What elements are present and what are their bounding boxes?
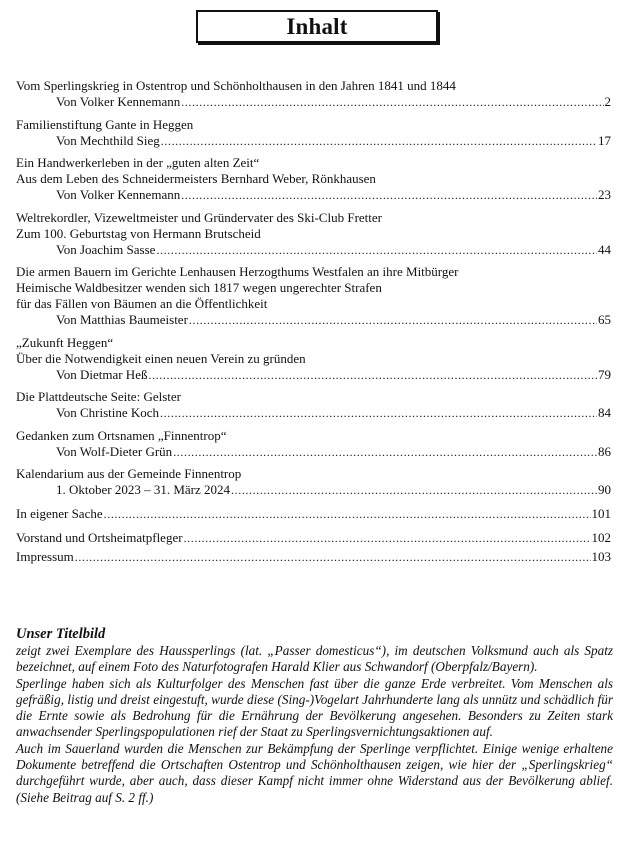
toc-entry-leader <box>16 242 611 258</box>
toc-entry-page: 102 <box>591 530 611 545</box>
toc-entry-leader <box>16 444 611 460</box>
toc-entry[interactable] <box>16 264 611 328</box>
toc-entry-page: 101 <box>591 506 611 521</box>
dot-leader <box>181 187 597 203</box>
cover-caption <box>16 626 613 806</box>
dot-leader <box>173 444 597 460</box>
toc-entry-date-range: 1. Oktober 2023 – 31. März 2024 <box>56 482 231 497</box>
toc-entry[interactable] <box>16 530 611 546</box>
toc-entry-title: Kalendarium aus der Gemeinde Finnentrop <box>16 466 242 481</box>
toc-entry-leader <box>16 187 611 203</box>
toc-entry-subtitle: Heimische Waldbesitzer wenden sich 1817 wegen ungerechter Strafen <box>16 280 382 295</box>
dot-leader <box>148 367 597 383</box>
toc-entry-title: Vorstand und Ortsheimatpfleger <box>16 530 183 545</box>
toc-entry-page: 90 <box>598 482 611 497</box>
toc-entry-title: Die Plattdeutsche Seite: Gelster <box>16 389 181 404</box>
toc-entry-leader <box>16 312 611 328</box>
toc-entry[interactable] <box>16 335 611 383</box>
table-of-contents <box>16 78 611 572</box>
toc-entry-author: Von Matthias Baumeister <box>56 312 188 327</box>
toc-entry-title: Ein Handwerkerleben in der „guten alten Zeit“ <box>16 155 260 170</box>
toc-entry-leader <box>16 405 611 421</box>
caption-paragraph: Sperlinge haben sich als Kulturfolger des Menschen fast über die ganze Erde verbreitet. Vom Menschen als gefräßig, listig und dreist eingestuft, wurde diese (Sing-)Vogelart Jahrhunderte lang als unnütz und schädlich für die Ernte sowie als Bedrohung für die Ernährung der Bevölkerung angesehen. Besonders zu Zeiten stark anwachsender Sperlingspopulationen rief der Staat zu Sperlingsvernichtungsaktionen auf. <box>16 675 613 740</box>
toc-entry-author: Von Joachim Sasse <box>56 241 156 257</box>
toc-entry[interactable] <box>16 428 611 460</box>
dot-leader <box>161 133 597 149</box>
page-title: Inhalt <box>286 13 348 39</box>
toc-entry-leader <box>16 94 611 110</box>
toc-entry-author: Von Volker Kennemann <box>56 187 181 202</box>
toc-entry[interactable] <box>16 78 611 110</box>
dot-leader <box>189 312 597 328</box>
toc-entry-leader <box>16 367 611 383</box>
toc-entry-leader <box>16 133 611 149</box>
toc-entry-author: Von Christine Koch <box>56 405 160 420</box>
toc-entry-title: Vom Sperlingskrieg in Ostentrop und Schönholthausen in den Jahren 1841 und 1844 <box>16 78 456 93</box>
page-title-box <box>196 10 438 43</box>
toc-entry-page: 44 <box>598 241 611 257</box>
toc-entry-author: Von Dietmar Heß <box>56 366 148 382</box>
dot-leader <box>104 506 591 522</box>
caption-paragraph: zeigt zwei Exemplare des Haussperlings (lat. „Passer domesticus“), im deutschen Volksmund auch als Spatz bezeichnet, auf einem Foto des Naturfotografen Harald Klier aus Schwandorf (Oberpfalz/Bayern). <box>16 643 613 675</box>
toc-entry-leader <box>16 506 611 522</box>
toc-entry-title: Weltrekordler, Vizeweltmeister und Gründervater des Ski-Club Fretter <box>16 209 382 225</box>
toc-entry[interactable] <box>16 155 611 203</box>
dot-leader <box>75 549 591 565</box>
toc-entry-title: Die armen Bauern im Gerichte Lenhausen Herzogthums Westfalen an ihre Mitbürger <box>16 264 459 279</box>
toc-entry-leader <box>16 530 611 546</box>
dot-leader <box>156 242 597 258</box>
caption-paragraph: Auch im Sauerland wurden die Menschen zur Bekämpfung der Sperlinge verpflichtet. Einige wenige erhaltene Dokumente betreffend die Ortschaften Ostentrop und Schönholthausen zeigen, wie hier der „Sperlingskrieg“ durchgeführt wurde, aber auch, dass dieser Kampf nicht immer ohne Widerstand aus der Bevölkerung ablief. (Siehe Beitrag auf S. 2 ff.) <box>16 740 613 805</box>
toc-entry-page: 2 <box>604 94 611 109</box>
toc-entry-title: „Zukunft Heggen“ <box>16 334 114 350</box>
toc-entry-author: Von Volker Kennemann <box>56 94 181 109</box>
toc-entry[interactable] <box>16 117 611 149</box>
dot-leader <box>160 405 597 421</box>
toc-entry-subtitle: für das Fällen von Bäumen an die Öffentlichkeit <box>16 296 268 311</box>
toc-entry-leader <box>16 482 611 498</box>
toc-entry-page: 84 <box>598 405 611 420</box>
toc-entry[interactable] <box>16 506 611 522</box>
toc-entry-page: 65 <box>598 312 611 327</box>
toc-entry-page: 86 <box>598 443 611 459</box>
toc-entry-page: 79 <box>598 366 611 382</box>
toc-entry-title: Gedanken zum Ortsnamen „Finnentrop“ <box>16 427 227 443</box>
toc-entry-author: Von Wolf-Dieter Grün <box>56 443 173 459</box>
toc-entry[interactable] <box>16 389 611 421</box>
toc-entry-title: In eigener Sache <box>16 506 103 521</box>
dot-leader <box>181 94 603 110</box>
toc-entry[interactable] <box>16 210 611 258</box>
dot-leader <box>184 530 591 546</box>
toc-entry-title: Familienstiftung Gante in Heggen <box>16 116 194 132</box>
toc-entry-title: Impressum <box>16 549 74 564</box>
dot-leader <box>231 482 597 498</box>
toc-entry-leader <box>16 549 611 565</box>
toc-entry-subtitle: Über die Notwendigkeit einen neuen Verein zu gründen <box>16 350 306 366</box>
toc-entry-author: Von Mechthild Sieg <box>56 132 160 148</box>
toc-entry-page: 103 <box>591 549 611 564</box>
toc-entry-subtitle: Aus dem Leben des Schneidermeisters Bernhard Weber, Rönkhausen <box>16 171 376 186</box>
caption-heading: Unser Titelbild <box>16 626 106 642</box>
toc-entry-page: 17 <box>598 132 611 148</box>
toc-entry-subtitle: Zum 100. Geburtstag von Hermann Brutscheid <box>16 225 261 241</box>
toc-entry[interactable] <box>16 466 611 498</box>
toc-entry[interactable] <box>16 549 611 565</box>
toc-entry-page: 23 <box>598 187 611 202</box>
